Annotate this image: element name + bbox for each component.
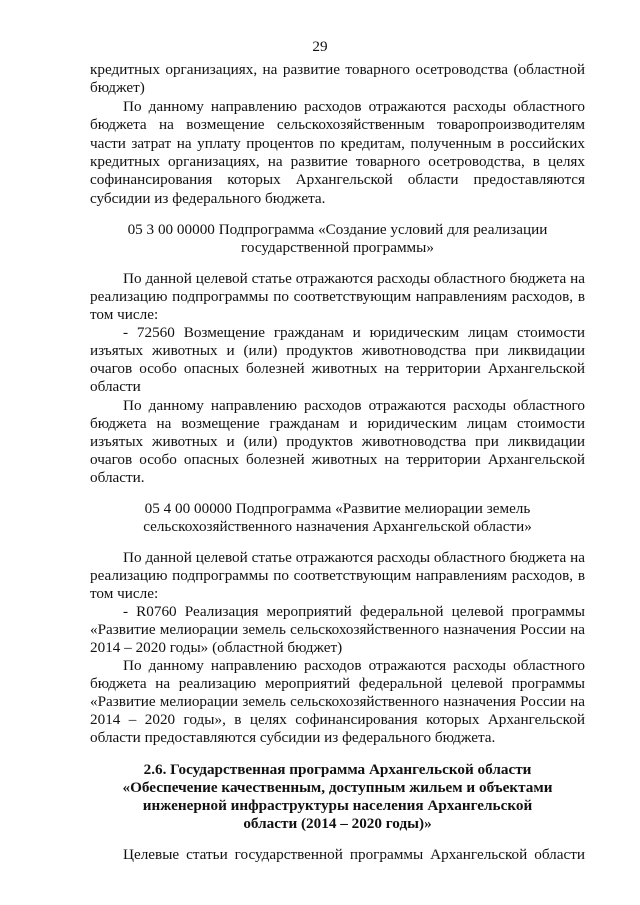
subprogram-heading-line: государственной программы» [241, 239, 434, 256]
text-line: субсидии из федерального бюджета. [90, 190, 326, 207]
text-line: «Развитие мелиорации земель сельскохозяйственного назначения России на [90, 621, 585, 638]
text-line: том числе: [90, 306, 159, 323]
text-line: изъятых животных и (или) продуктов животноводства при ликвидации [90, 433, 585, 450]
text-line: «Развитие мелиорации земель сельскохозяйственного назначения России на [90, 693, 585, 710]
text-line: кредитных организациях, на развитие товарного осетроводства, в целях [90, 153, 585, 170]
text-line: реализацию подпрограммы по соответствующим направлениям расходов, в [90, 288, 585, 305]
text-line: Целевые статьи государственной программы Архангельской области [123, 846, 585, 863]
text-line: По данной целевой статье отражаются расходы областного бюджета на [123, 549, 585, 566]
text-line: очагов особо опасных болезней животных на территории Архангельской [90, 451, 585, 468]
text-line: области. [90, 469, 145, 486]
text-line: бюджета на возмещение гражданам и юридическим лицам стоимости [90, 415, 585, 432]
text-line: части затрат на уплату процентов по кредитам, полученным в российских [90, 135, 585, 152]
text-line: бюджет) [90, 79, 145, 96]
text-line: очагов особо опасных болезней животных на территории Архангельской [90, 360, 585, 377]
text-line: изъятых животных и (или) продуктов животноводства при ликвидации [90, 342, 585, 359]
section-heading-line: 2.6. Государственная программа Архангельской области [143, 761, 532, 778]
section-heading-line: «Обеспечение качественным, доступным жильем и объектами [122, 779, 553, 796]
text-line: области предоставляются субсидии из федерального бюджета. [90, 729, 496, 746]
subprogram-heading-line: 05 3 00 00000 Подпрограмма «Создание условий для реализации [127, 221, 548, 238]
section-heading-line: инженерной инфраструктуры населения Архангельской [142, 797, 533, 814]
text-line: области [90, 378, 141, 395]
text-line: По данному направлению расходов отражаются расходы областного [123, 397, 585, 414]
text-line: По данному направлению расходов отражаются расходы областного [123, 98, 585, 115]
list-item-line: - 72560 Возмещение гражданам и юридическим лицам стоимости [123, 324, 585, 341]
text-line: По данной целевой статье отражаются расходы областного бюджета на [123, 270, 585, 287]
subprogram-heading-line: 05 4 00 00000 Подпрограмма «Развитие мелиорации земель [144, 500, 531, 517]
list-item-line: - R0760 Реализация мероприятий федеральной целевой программы [123, 603, 585, 620]
text-line: 2014 – 2020 годы», в целях софинансирования которых Архангельской [90, 711, 585, 728]
section-heading-line: области (2014 – 2020 годы)» [243, 815, 432, 832]
text-line: бюджета на возмещение сельскохозяйственным товаропроизводителям [90, 116, 585, 133]
text-line: 2014 – 2020 годы» (областной бюджет) [90, 639, 343, 656]
text-line: реализацию подпрограммы по соответствующим направлениям расходов, в [90, 567, 585, 584]
text-line: том числе: [90, 585, 159, 602]
text-line: По данному направлению расходов отражаются расходы областного [123, 657, 585, 674]
subprogram-heading-line: сельскохозяйственного назначения Архангельской области» [143, 518, 532, 535]
page-number: 29 [312, 38, 328, 55]
text-line: кредитных организациях, на развитие товарного осетроводства (областной [90, 61, 585, 78]
text-line: бюджета на реализацию мероприятий федеральной целевой программы [90, 675, 585, 692]
text-line: софинансирования которых Архангельской области предоставляются [90, 171, 585, 188]
